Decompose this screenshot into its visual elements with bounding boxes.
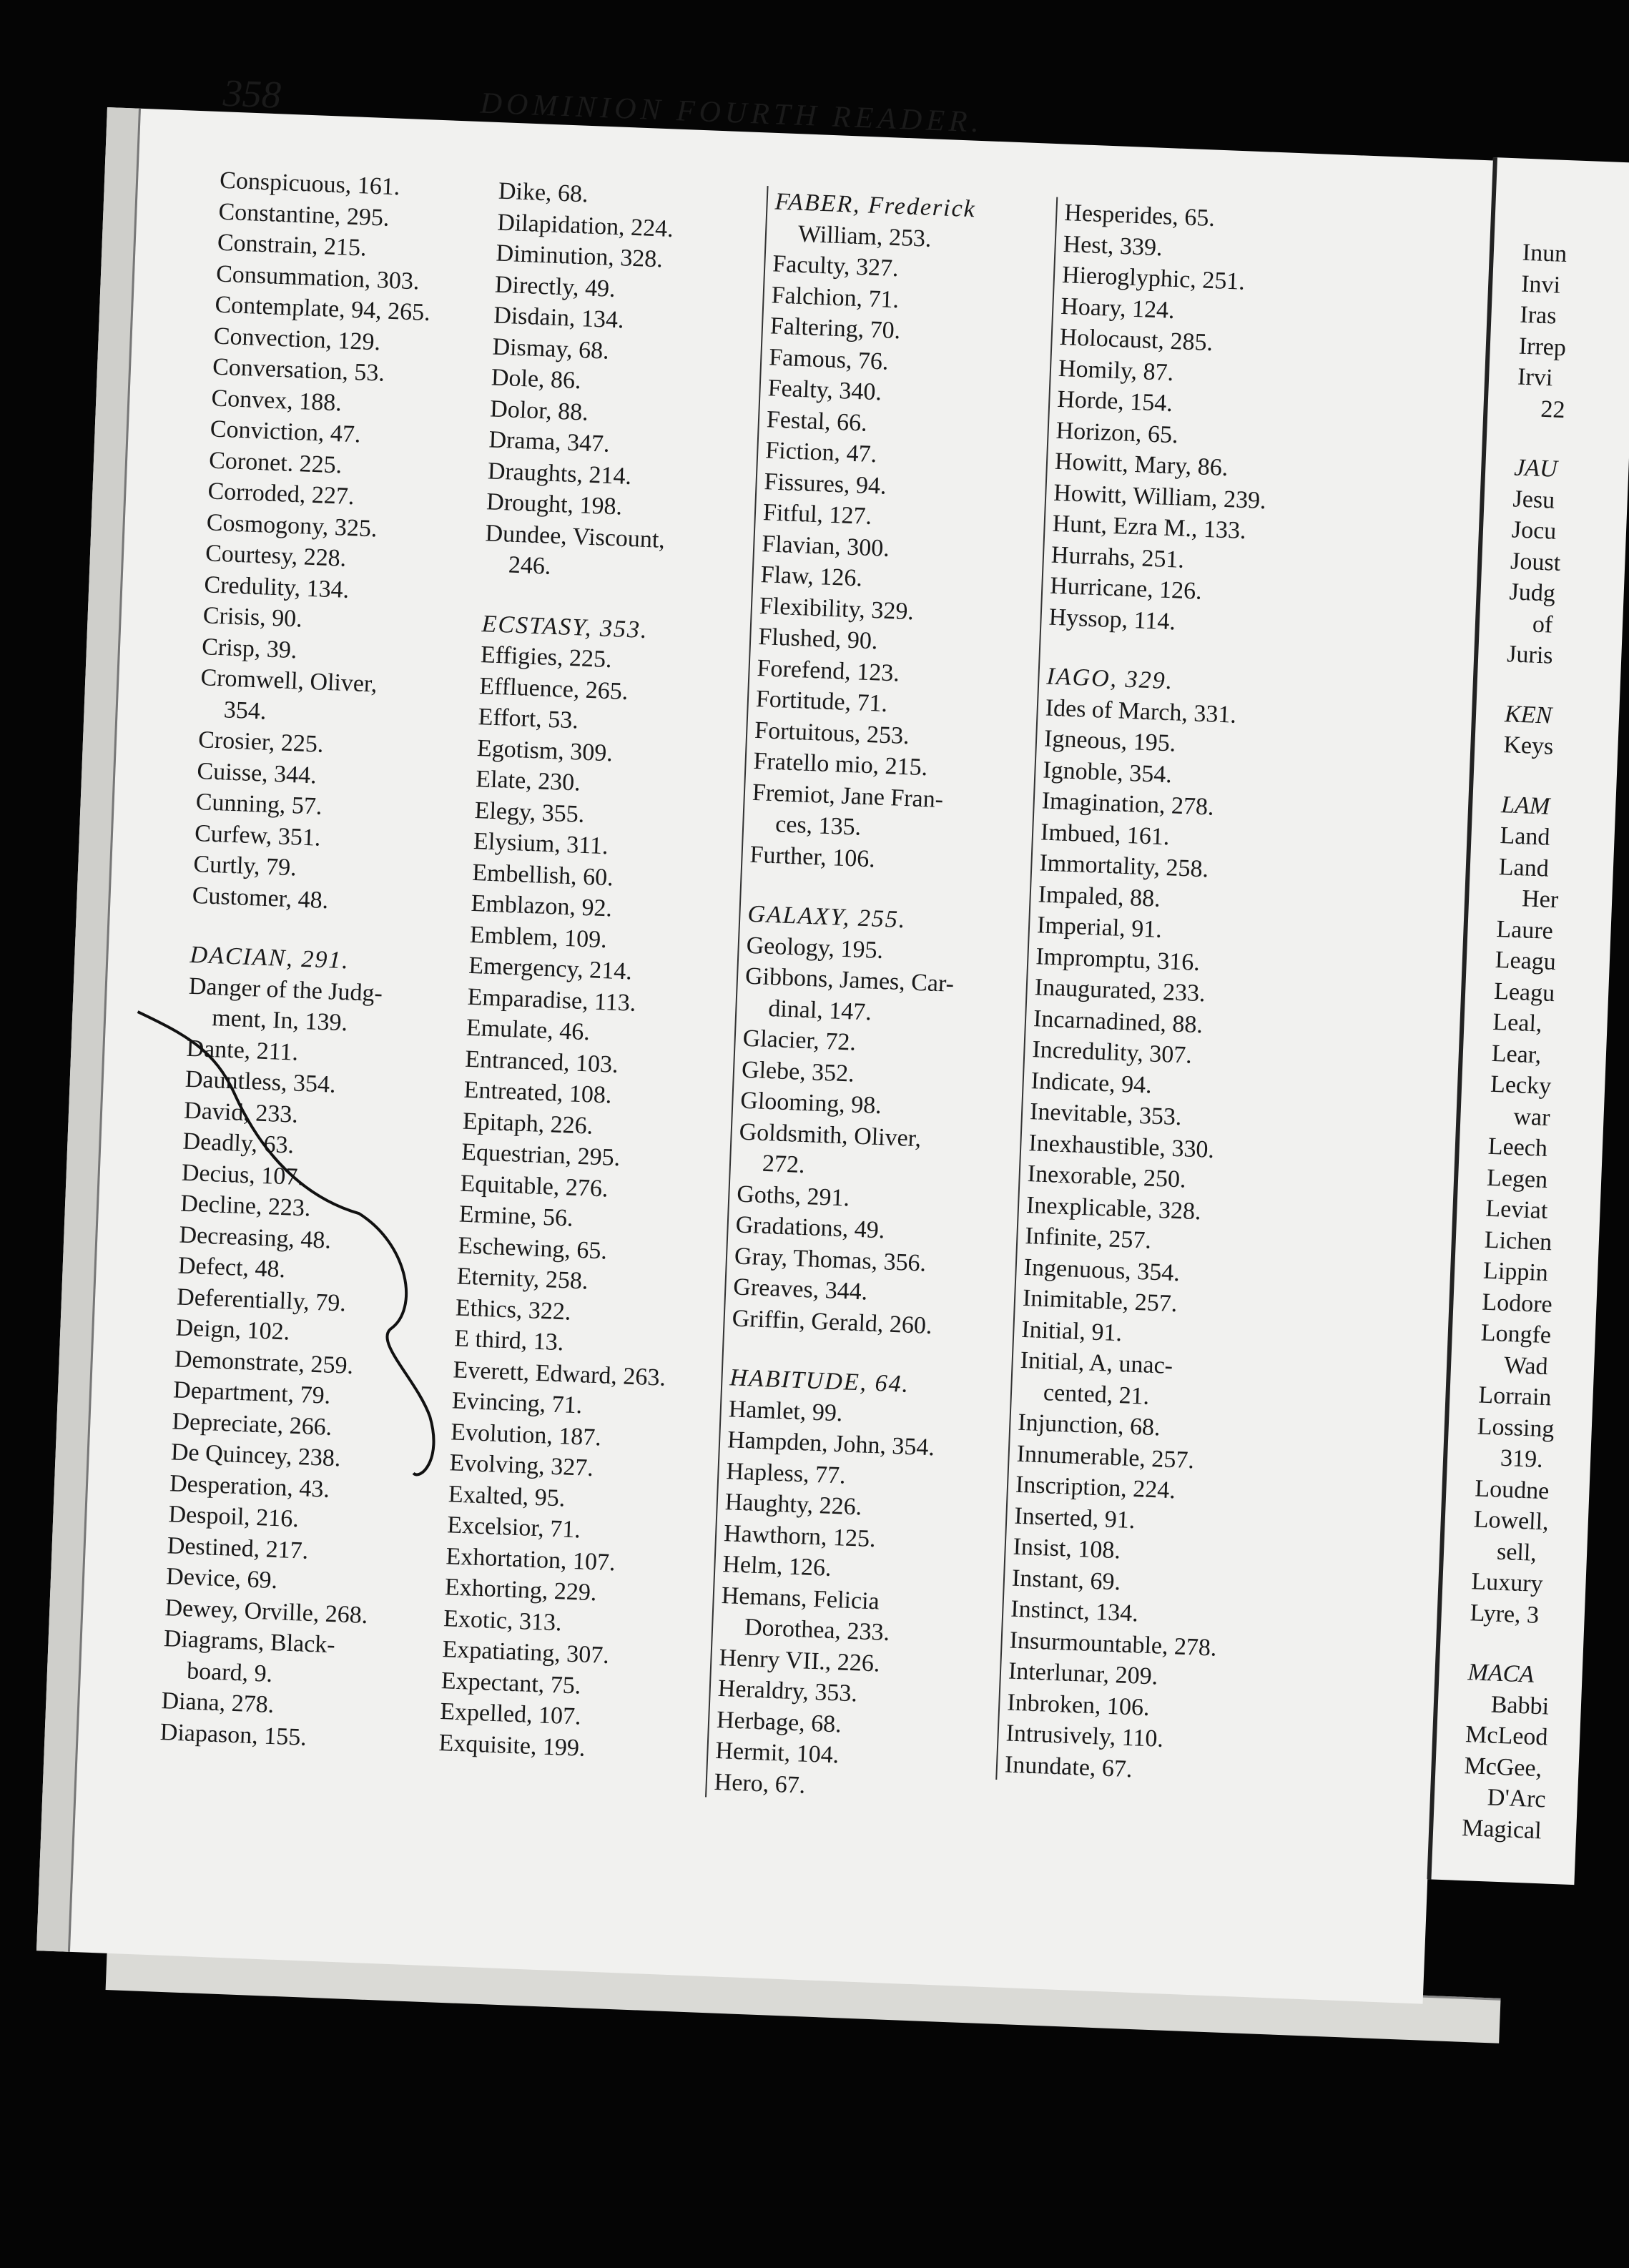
index-entry: Destined, 217.: [167, 1532, 309, 1564]
index-entry: Elegy, 355.: [474, 797, 585, 828]
index-entry: Haughty, 226.: [724, 1489, 862, 1521]
index-entry: ment, In, 139.: [211, 1005, 348, 1037]
index-entry: Inexhaustible, 330.: [1028, 1129, 1215, 1163]
index-entry: Dike, 68.: [498, 177, 589, 208]
index-entry: Inaugurated, 233.: [1034, 974, 1206, 1007]
index-entry: Further, 106.: [749, 841, 876, 873]
index-entry: Equestrian, 295.: [461, 1138, 621, 1172]
index-entry: Wad: [1503, 1351, 1549, 1380]
index-entry: Instant, 69.: [1011, 1564, 1121, 1595]
index-entry: Impromptu, 316.: [1035, 942, 1201, 976]
index-entry: Hamlet, 99.: [728, 1395, 844, 1426]
index-entry: McLeod: [1465, 1721, 1549, 1751]
index-entry: Glacier, 72.: [742, 1025, 857, 1056]
index-entry: Emparadise, 113.: [467, 983, 637, 1017]
index-entry: Keys: [1502, 731, 1555, 760]
index-entry: Lichen: [1484, 1226, 1552, 1256]
index-entry: Glebe, 352.: [741, 1056, 855, 1088]
index-entry: Everett, Edward, 263.: [452, 1356, 666, 1391]
index-entry: Curtly, 79.: [192, 850, 297, 882]
index-entry: 319.: [1500, 1444, 1544, 1474]
index-entry: 22: [1540, 395, 1566, 423]
index-entry: Helm, 126.: [722, 1551, 832, 1582]
index-entry: Fremiot, Jane Fran-: [752, 779, 944, 813]
index-entry: Greaves, 344.: [732, 1273, 868, 1306]
index-entry: Lear,: [1491, 1040, 1542, 1068]
index-entry: Dewey, Orville, 268.: [164, 1594, 369, 1629]
index-entry: Imagination, 278.: [1041, 787, 1215, 821]
index-section-heading: GALAXY, 255.: [747, 900, 907, 934]
index-entry: Ingenuous, 354.: [1023, 1253, 1181, 1286]
index-entry: Emergency, 214.: [468, 952, 633, 985]
index-entry: Her: [1521, 885, 1559, 914]
index-entry: Inserted, 91.: [1013, 1502, 1136, 1534]
index-entry: Inbroken, 106.: [1006, 1689, 1151, 1721]
index-entry: Crosier, 225.: [197, 726, 325, 758]
index-entry: Innumerable, 257.: [1016, 1440, 1195, 1474]
index-entry: Glooming, 98.: [739, 1087, 882, 1120]
index-entry: Herbage, 68.: [716, 1706, 842, 1738]
index-entry: Imbued, 161.: [1040, 818, 1171, 850]
index-entry: Deign, 102.: [174, 1314, 290, 1346]
index-entry: Intrusively, 110.: [1005, 1720, 1164, 1752]
index-entry: Decline, 223.: [179, 1190, 312, 1222]
index-entry: Initial, 91.: [1020, 1316, 1123, 1346]
index-entry: Constrain, 215.: [217, 229, 368, 262]
index-entry: Ignoble, 354.: [1042, 756, 1173, 788]
index-entry: Hoary, 124.: [1060, 292, 1176, 324]
index-entry: Decreasing, 48.: [178, 1221, 332, 1254]
index-entry: Indicate, 94.: [1030, 1067, 1153, 1099]
index-entry: Leviat: [1485, 1195, 1549, 1225]
index-section-heading: LAM: [1500, 791, 1550, 820]
running-title: DOMINION FOURTH READER.: [479, 87, 984, 139]
index-entry: Diagrams, Black-: [163, 1625, 336, 1659]
index-entry: dinal, 147.: [767, 995, 872, 1025]
index-entry: Flushed, 90.: [757, 623, 879, 655]
index-entry: Homily, 87.: [1058, 355, 1174, 386]
index-entry: Instinct, 134.: [1010, 1595, 1139, 1627]
index-entry: Convex, 188.: [210, 384, 343, 416]
index-entry: Inun: [1522, 239, 1568, 268]
index-entry: Consummation, 303.: [215, 260, 420, 295]
index-entry: Entreated, 108.: [463, 1076, 613, 1109]
index-entry: Forefend, 123.: [756, 654, 900, 687]
index-entry: Inimitable, 257.: [1022, 1284, 1178, 1318]
index-entry: Goldsmith, Oliver,: [739, 1118, 922, 1152]
index-entry: Incredulity, 307.: [1031, 1036, 1193, 1069]
index-entry: De Quincey, 238.: [170, 1439, 342, 1472]
index-entry: Goths, 291.: [736, 1180, 850, 1211]
index-entry: Ethics, 322.: [455, 1293, 572, 1326]
index-entry: Irrep: [1518, 332, 1567, 361]
index-entry: Embellish, 60.: [471, 859, 614, 891]
index-entry: Dorothea, 233.: [744, 1614, 890, 1647]
index-entry: Constantine, 295.: [217, 198, 390, 232]
index-section-heading: MACA: [1467, 1659, 1535, 1688]
index-entry: Eschewing, 65.: [457, 1232, 608, 1265]
index-entry: Device, 69.: [165, 1563, 278, 1594]
index-section-heading: KEN: [1504, 700, 1552, 729]
index-entry: Hest, 339.: [1063, 230, 1163, 261]
index-entry: Hapless, 77.: [725, 1457, 847, 1489]
index-entry: Hampden, John, 354.: [727, 1426, 935, 1461]
index-entry: Irvi: [1517, 363, 1554, 392]
index-entry: Festal, 66.: [766, 405, 868, 437]
index-entry: Credulity, 134.: [203, 571, 350, 603]
index-entry: Evolution, 187.: [450, 1418, 602, 1451]
index-entry: Epitaph, 226.: [462, 1108, 594, 1140]
index-entry: Judg: [1508, 578, 1556, 607]
index-entry: Effluence, 265.: [478, 672, 629, 705]
index-entry: Interlunar, 209.: [1008, 1657, 1158, 1690]
index-entry: Geology, 195.: [746, 932, 884, 964]
index-entry: Deadly, 63.: [182, 1128, 295, 1159]
index-entry: Faculty, 327.: [772, 250, 900, 282]
index-entry: Exhorting, 229.: [444, 1574, 598, 1607]
index-entry: Deferentially, 79.: [176, 1283, 347, 1317]
index-entry: Fratello mio, 215.: [752, 747, 928, 782]
index-entry: Evolving, 327.: [448, 1449, 594, 1482]
index-entry: Griffin, Gerald, 260.: [732, 1304, 933, 1339]
index-entry: Legen: [1486, 1164, 1548, 1193]
index-entry: Contemplate, 94, 265.: [214, 291, 431, 327]
index-entry: Land: [1499, 822, 1551, 851]
index-entry: Faltering, 70.: [769, 312, 901, 345]
index-entry: Injunction, 68.: [1017, 1409, 1161, 1441]
index-entry: Effort, 53.: [478, 704, 579, 734]
index-entry: Corroded, 227.: [207, 478, 355, 511]
index-entry: Danger of the Judg-: [188, 972, 383, 1007]
index-entry: Gray, Thomas, 356.: [734, 1242, 927, 1277]
index-entry: sell,: [1496, 1538, 1537, 1567]
index-entry: Curfew, 351.: [194, 819, 322, 852]
index-entry: Evincing, 71.: [451, 1387, 583, 1419]
index-entry: Leal,: [1492, 1008, 1543, 1037]
index-entry: Hurricane, 126.: [1049, 572, 1203, 605]
index-entry: Horizon, 65.: [1055, 417, 1179, 448]
index-entry: Inscription, 224.: [1015, 1471, 1176, 1504]
index-entry: Diapason, 155.: [159, 1718, 307, 1751]
index-entry: Heraldry, 353.: [717, 1675, 858, 1707]
index-entry: Dole, 86.: [491, 364, 582, 395]
index-entry: Lippin: [1482, 1257, 1549, 1287]
index-entry: cented, 21.: [1043, 1379, 1150, 1410]
index-entry: Insist, 108.: [1013, 1533, 1121, 1564]
index-entry: Loudne: [1474, 1474, 1550, 1504]
index-entry: Exotic, 313.: [443, 1604, 563, 1636]
index-entry: Impaled, 88.: [1038, 880, 1161, 912]
index-entry: Leagu: [1493, 977, 1555, 1007]
index-entry: Decius, 107.: [181, 1159, 305, 1190]
index-entry: Emblazon, 92.: [471, 889, 613, 922]
index-entry: E third, 13.: [453, 1325, 564, 1356]
index-entry: Crisis, 90.: [202, 602, 303, 633]
index-entry: Dolor, 88.: [489, 395, 589, 426]
index-entry: Department, 79.: [172, 1376, 331, 1409]
index-entry: Customer, 48.: [192, 882, 329, 914]
index-entry: Cromwell, Oliver,: [200, 664, 378, 698]
index-section-heading: DACIAN, 291.: [189, 941, 350, 975]
index-entry: Howitt, Mary, 86.: [1054, 448, 1229, 482]
index-entry: Conversation, 53.: [212, 353, 385, 387]
index-entry: Fitful, 127.: [762, 499, 872, 530]
index-entry: Depreciate, 266.: [171, 1407, 333, 1441]
index-entry: Coronet. 225.: [208, 446, 343, 478]
index-entry: Exalted, 95.: [448, 1480, 566, 1512]
index-entry: war: [1512, 1103, 1551, 1131]
index-entry: Lyre, 3: [1470, 1599, 1540, 1629]
index-entry: Hemans, Felicia: [721, 1582, 880, 1615]
index-entry: Drama, 347.: [488, 426, 611, 458]
index-entry: Fissures, 94.: [764, 468, 887, 500]
index-entry: Disdain, 134.: [493, 302, 625, 334]
index-section-heading: ECSTASY, 353.: [481, 610, 649, 644]
index-entry: Leagu: [1495, 946, 1557, 976]
index-entry: Flavian, 300.: [761, 530, 890, 562]
index-entry: Insurmountable, 278.: [1009, 1627, 1218, 1662]
index-entry: board, 9.: [186, 1657, 273, 1687]
index-section-heading: JAU: [1513, 454, 1558, 483]
index-entry: Inundate, 67.: [1004, 1750, 1133, 1783]
index-entry: Infinite, 257.: [1024, 1222, 1152, 1254]
index-entry: ces, 135.: [774, 811, 862, 841]
index-entry: Initial, A, unac-: [1020, 1346, 1173, 1380]
index-entry: of: [1532, 611, 1554, 639]
page-number: 358: [222, 71, 282, 117]
index-entry: Drought, 198.: [486, 488, 623, 521]
index-entry: Incarnadined, 88.: [1033, 1005, 1204, 1038]
index-entry: Gibbons, James, Car-: [744, 962, 955, 997]
index-entry: Hesperides, 65.: [1063, 199, 1216, 232]
index-entry: Convection, 129.: [213, 322, 381, 355]
index-entry: Leech: [1487, 1133, 1548, 1162]
index-entry: Gradations, 49.: [735, 1211, 886, 1244]
index-section-heading: IAGO, 329.: [1045, 663, 1174, 695]
index-entry: Dundee, Viscount,: [484, 519, 666, 553]
index-entry: Inevitable, 353.: [1029, 1098, 1183, 1131]
index-entry: Emulate, 46.: [466, 1014, 591, 1046]
index-entry: Courtesy, 228.: [205, 540, 347, 572]
index-entry: Longfe: [1480, 1319, 1552, 1349]
index-entry: Crisp, 39.: [201, 633, 298, 664]
index-entry: Jesu: [1512, 485, 1555, 514]
index-entry: Howitt, William, 239.: [1053, 479, 1267, 514]
index-entry: Dante, 211.: [185, 1035, 299, 1066]
index-entry: Invi: [1520, 270, 1561, 299]
index-entry: Land: [1498, 853, 1550, 882]
index-entry: Babbi: [1490, 1690, 1550, 1720]
index-entry: Fealty, 340.: [767, 375, 882, 406]
index-entry: Ides of March, 331.: [1045, 694, 1237, 729]
index-entry: Immortality, 258.: [1038, 849, 1209, 883]
index-entry: Dilapidation, 224.: [496, 209, 674, 242]
index-entry: Conspicuous, 161.: [219, 167, 401, 201]
index-entry: Inexplicable, 328.: [1025, 1191, 1202, 1225]
index-entry: Iras: [1519, 301, 1557, 330]
index-entry: Laure: [1495, 915, 1554, 945]
index-entry: 272.: [762, 1150, 806, 1179]
index-entry: Imperial, 91.: [1036, 912, 1163, 943]
index-entry: Igneous, 195.: [1043, 725, 1176, 757]
index-entry: Elate, 230.: [475, 766, 581, 797]
index-entry: 354.: [223, 696, 267, 725]
index-entry: Demonstrate, 259.: [174, 1345, 354, 1379]
index-entry: Dismay, 68.: [491, 332, 610, 365]
index-entry: Emblem, 109.: [469, 921, 608, 953]
index-entry: William, 253.: [797, 220, 932, 252]
index-entry: Lorrain: [1477, 1381, 1552, 1411]
index-entry: Equitable, 276.: [460, 1170, 609, 1203]
index-entry: 246.: [508, 551, 552, 580]
index-entry: David, 233.: [183, 1097, 299, 1128]
index-entry: Elysium, 311.: [473, 827, 609, 860]
index-entry: D'Arc: [1487, 1784, 1547, 1813]
index-entry: Entranced, 103.: [464, 1045, 619, 1078]
index-entry: Hawthorn, 125.: [723, 1519, 877, 1552]
index-entry: Cuisse, 344.: [196, 757, 318, 789]
index-entry: Expelled, 107.: [439, 1698, 582, 1730]
index-section-heading: FABER, Frederick: [774, 188, 977, 223]
index-entry: Directly, 49.: [494, 271, 616, 302]
index-entry: Hieroglyphic, 251.: [1061, 261, 1246, 295]
index-entry: Hermit, 104.: [714, 1737, 840, 1769]
index-entry: Fiction, 47.: [764, 437, 877, 468]
index-entry: Defect, 48.: [177, 1252, 286, 1283]
index-entry: Joust: [1510, 547, 1561, 576]
index-entry: Magical: [1461, 1814, 1542, 1844]
index-section-heading: HABITUDE, 64.: [729, 1364, 910, 1398]
index-entry: Eternity, 258.: [456, 1263, 589, 1295]
index-entry: Ermine, 56.: [458, 1200, 574, 1232]
index-entry: Jocu: [1511, 516, 1557, 545]
index-entry: Despoil, 216.: [167, 1501, 300, 1533]
index-entry: Holocaust, 285.: [1059, 323, 1214, 357]
index-entry: Expectant, 75.: [441, 1667, 582, 1700]
index-entry: Draughts, 214.: [487, 457, 632, 490]
index-entry: Effigies, 225.: [480, 641, 613, 674]
index-entry: Lecky: [1490, 1070, 1552, 1100]
index-entry: Famous, 76.: [768, 343, 890, 375]
index-entry: Hyssop, 114.: [1048, 603, 1176, 635]
index-entry: Diminution, 328.: [495, 240, 664, 273]
index-entry: Diana, 278.: [160, 1687, 275, 1719]
index-entry: Henry VII., 226.: [718, 1644, 881, 1677]
index-entry: Hunt, Ezra M., 133.: [1052, 510, 1247, 545]
index-entry: Lossing: [1477, 1412, 1555, 1443]
index-entry: Cosmogony, 325.: [206, 508, 378, 542]
index-entry: Expatiating, 307.: [441, 1636, 610, 1670]
index-entry: Lodore: [1481, 1288, 1553, 1318]
index-entry: Dauntless, 354.: [184, 1065, 337, 1098]
index-entry: Desperation, 43.: [169, 1469, 330, 1503]
index-entry: Lowell,: [1473, 1506, 1550, 1536]
index-entry: Juris: [1506, 641, 1554, 669]
index-entry: Cunning, 57.: [195, 789, 323, 820]
index-entry: Egotism, 309.: [476, 734, 614, 766]
index-entry: Fortitude, 71.: [755, 685, 888, 718]
index-entry: Exquisite, 199.: [438, 1729, 586, 1762]
index-entry: Excelsior, 71.: [446, 1512, 581, 1544]
index-entry: Flaw, 126.: [759, 561, 863, 592]
index-entry: Flexibility, 329.: [759, 592, 915, 625]
index-entry: Hero, 67.: [714, 1768, 806, 1799]
index-entry: Exhortation, 107.: [445, 1542, 616, 1576]
index-entry: McGee,: [1463, 1752, 1542, 1782]
index-entry: Falchion, 71.: [771, 281, 900, 313]
index-entry: Fortuitous, 253.: [754, 716, 910, 749]
index-entry: Luxury: [1470, 1568, 1544, 1598]
index-entry: Horde, 154.: [1056, 385, 1173, 418]
index-entry: Hurrahs, 251.: [1050, 541, 1185, 573]
index-entry: Inexorable, 250.: [1027, 1160, 1187, 1193]
index-entry: Conviction, 47.: [210, 415, 362, 448]
